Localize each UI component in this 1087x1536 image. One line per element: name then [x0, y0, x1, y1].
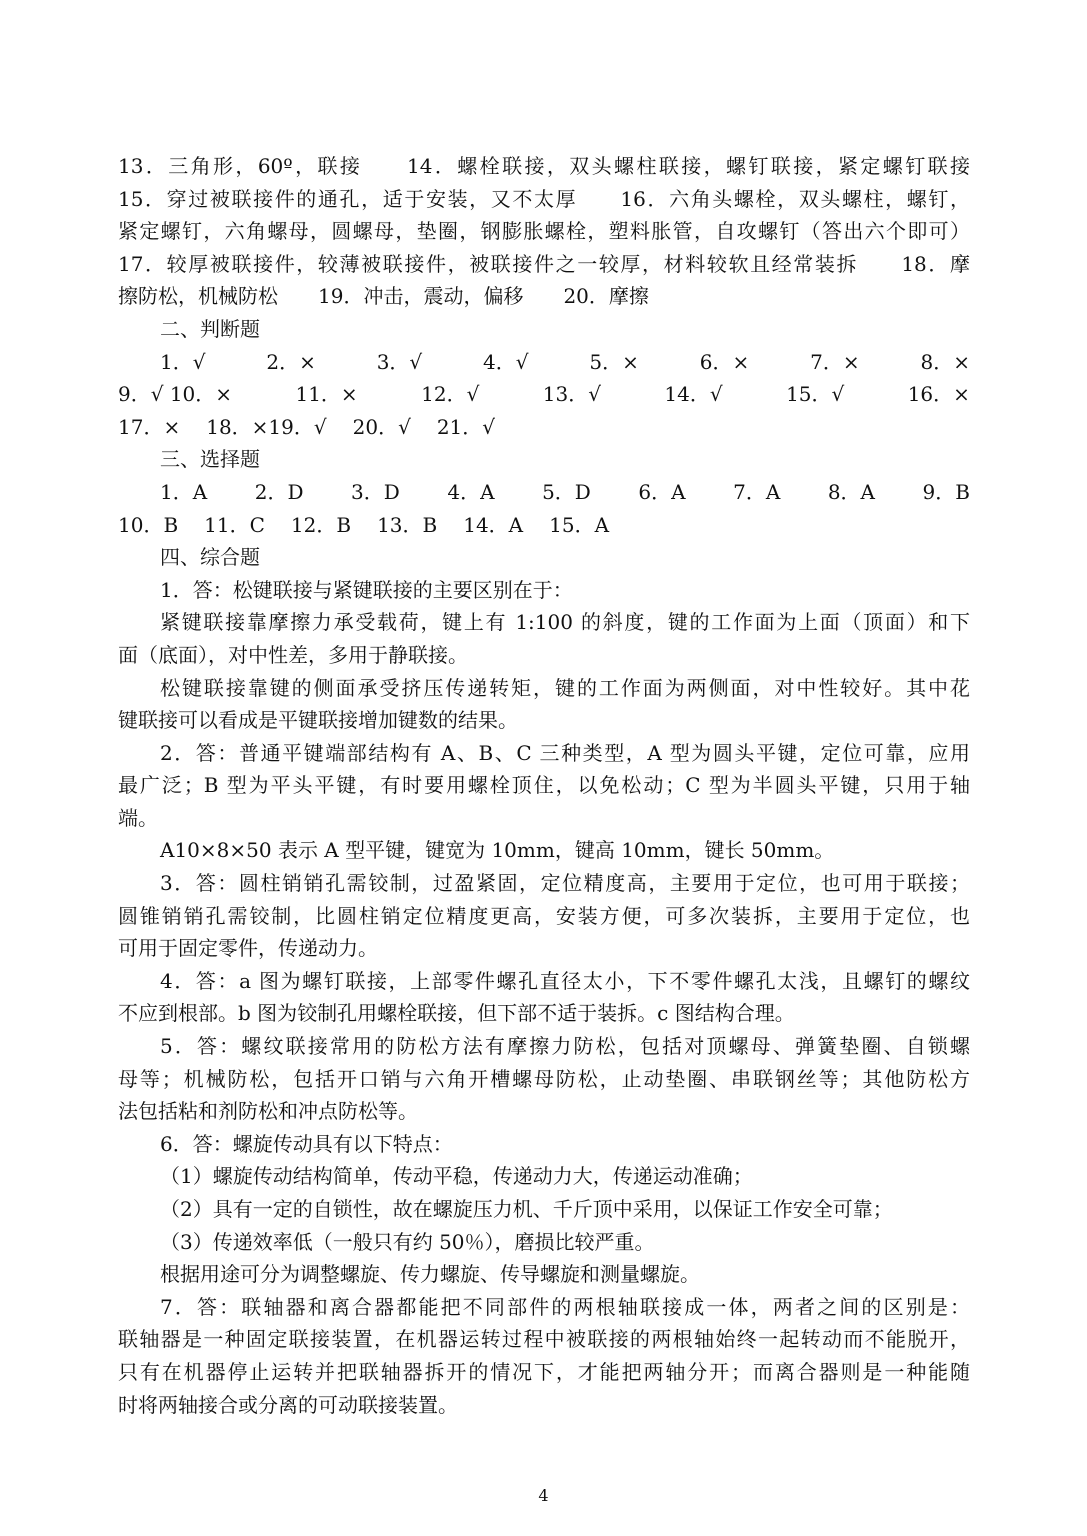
page-content — [118, 150, 970, 1421]
answer-6-line: 6．答：螺旋传动具有以下特点： — [160, 1131, 453, 1156]
choice-answer: 1．A — [160, 479, 208, 504]
judge-answer: 9．√ 10．× — [118, 382, 233, 407]
answer-5-line: 法包括粘和剂防松和冲点防松等。 — [118, 1099, 418, 1124]
answer-7-line: 时将两轴接合或分离的可动联接装置。 — [118, 1392, 458, 1417]
answer-3-line: 3．答：圆柱销销孔需铰制，过盈紧固，定位精度高，主要用于定位，也可用于联接； — [160, 871, 970, 896]
answer-6-line: 根据用途可分为调整螺旋、传力螺旋、传导螺旋和测量螺旋。 — [160, 1262, 700, 1287]
answer-7-line: 7．答：联轴器和离合器都能把不同部件的两根轴联接成一体，两者之间的区别是： — [160, 1294, 970, 1319]
answer-1-line: 面（底面），对中性差，多用于静联接。 — [118, 642, 468, 667]
judge-answer: 1．√ — [160, 349, 206, 374]
fill-answer-line: 紧定螺钉，六角螺母，圆螺母，垫圈，钢膨胀螺栓，塑料胀管，自攻螺钉（答出六个即可） — [118, 219, 970, 244]
choice-answer: 14．A — [463, 512, 524, 537]
choice-answer: 10．B — [118, 512, 179, 537]
choice-answer: 11．C — [204, 512, 265, 537]
answer-2-line: A10×8×50 表示 A 型平键，键宽为 10mm，键高 10mm，键长 50mm。 — [160, 838, 835, 863]
choice-answer: 2．D — [254, 479, 304, 504]
answer-2-line: 最广泛；B 型为平头平键，有时要用螺栓顶住，以免松动；C 型为半圆头平键，只用于轴 — [118, 773, 970, 798]
judge-answer: 15．√ — [786, 382, 845, 407]
judge-answer: 6．× — [699, 349, 750, 374]
judge-answer: 3．√ — [376, 349, 423, 374]
judge-answer: 5．× — [589, 349, 639, 374]
section-heading-comprehensive: 四、综合题 — [160, 545, 260, 570]
choice-answer: 9．B — [922, 479, 970, 504]
fill-answer-line: 17．较厚被联接件，较薄被联接件，被联接件之一较厚，材料较软且经常装拆 18．摩 — [118, 251, 970, 276]
section-heading-judge: 二、判断题 — [160, 316, 260, 341]
answer-2-line: 端。 — [118, 805, 158, 830]
answer-1-line: 键联接可以看成是平键联接增加键数的结果。 — [118, 708, 518, 733]
choice-answer: 8．A — [827, 479, 875, 504]
judge-answer: 2．× — [266, 349, 316, 374]
answer-4-line: 不应到根部。b 图为铰制孔用螺栓联接，但下部不适于装拆。c 图结构合理。 — [118, 1001, 795, 1026]
fill-answer-line: 15．穿过被联接件的通孔，适于安装，又不太厚 16．六角头螺栓，双头螺柱，螺钉， — [118, 186, 970, 211]
judge-answer: 18．×19．√ — [206, 414, 327, 439]
judge-answer: 11．× — [295, 382, 358, 407]
section-heading-choice: 三、选择题 — [160, 447, 260, 472]
judge-answer: 17．× — [118, 414, 181, 439]
answer-1-line: 1．答：松键联接与紧键联接的主要区别在于： — [160, 577, 573, 602]
choice-answer: 5．D — [542, 479, 591, 504]
judge-answer: 13．√ — [542, 382, 601, 407]
page-number: 4 — [538, 1486, 549, 1505]
answer-5-line: 母等；机械防松，包括开口销与六角开槽螺母防松，止动垫圈、串联钢丝等；其他防松方 — [118, 1066, 970, 1091]
judge-answer-row — [118, 411, 970, 444]
choice-answer: 15．A — [549, 512, 610, 537]
judge-answer: 12．√ — [421, 382, 480, 407]
answer-3-line: 圆锥销销孔需铰制，比圆柱销定位精度更高，安装方便，可多次装拆，主要用于定位，也 — [118, 903, 970, 928]
answer-5-line: 5．答：螺纹联接常用的防松方法有摩擦力防松，包括对顶螺母、弹簧垫圈、自锁螺 — [160, 1034, 970, 1059]
choice-answer-row — [118, 476, 970, 509]
choice-answer: 6．A — [638, 479, 686, 504]
answer-2-line: 2．答：普通平键端部结构有 A、B、C 三种类型，A 型为圆头平键，定位可靠，应用 — [160, 740, 970, 765]
judge-answer: 20．√ — [352, 414, 411, 439]
judge-answer: 4．√ — [483, 349, 529, 374]
judge-answer-row — [118, 378, 970, 411]
choice-answer: 4．A — [447, 479, 495, 504]
judge-answer-row — [118, 346, 970, 379]
answer-6-line: （2）具有一定的自锁性，故在螺旋压力机、千斤顶中采用，以保证工作安全可靠； — [160, 1197, 893, 1221]
judge-answer: 14．√ — [664, 382, 723, 407]
answer-1-line: 紧键联接靠摩擦力承受载荷，键上有 1:100 的斜度，键的工作面为上面（顶面）和下 — [160, 610, 970, 635]
answer-7-line: 只有在机器停止运转并把联轴器拆开的情况下，才能把两轴分开；而离合器则是一种能随 — [118, 1359, 970, 1384]
answer-7-line: 联轴器是一种固定联接装置，在机器运转过程中被联接的两根轴始终一起转动而不能脱开， — [118, 1327, 970, 1352]
answer-1-line: 松键联接靠键的侧面承受挤压传递转矩，键的工作面为两侧面，对中性较好。其中花 — [160, 675, 970, 700]
judge-answer: 21．√ — [436, 414, 496, 439]
choice-answer: 12．B — [290, 512, 352, 537]
fill-answer-line: 13．三角形，60º，联接 14．螺栓联接，双头螺柱联接，螺钉联接，紧定螺钉联接 — [118, 154, 970, 178]
choice-answer: 13．B — [377, 512, 438, 537]
judge-answer: 7．× — [810, 349, 860, 374]
answer-4-line: 4．答：a 图为螺钉联接，上部零件螺孔直径太小，下不零件螺孔太浅，且螺钉的螺纹 — [160, 968, 970, 993]
judge-answer: 16．× — [907, 382, 970, 407]
answer-6-line: （3）传递效率低（一般只有约 50％），磨损比较严重。 — [160, 1229, 655, 1254]
fill-answer-line: 擦防松，机械防松 19．冲击，震动，偏移 20．摩擦 — [118, 284, 649, 309]
choice-answer: 3．D — [351, 479, 400, 504]
judge-answer: 8．× — [920, 349, 970, 374]
choice-answer: 7．A — [733, 479, 781, 504]
choice-answer-row — [118, 509, 970, 542]
answer-3-line: 可用于固定零件，传递动力。 — [118, 936, 378, 961]
answer-6-line: （1）螺旋传动结构简单，传动平稳，传递动力大，传递运动准确； — [160, 1164, 753, 1189]
